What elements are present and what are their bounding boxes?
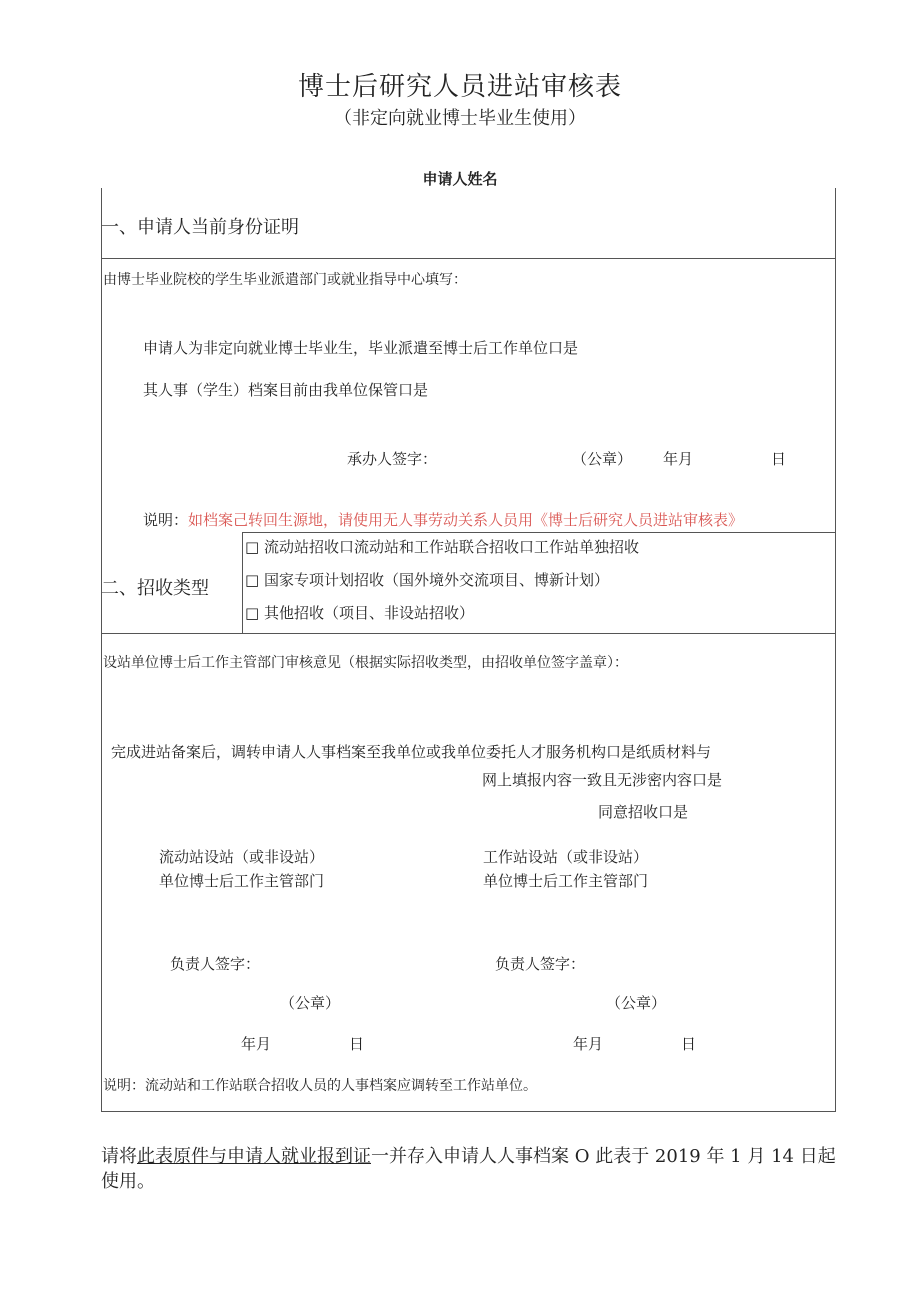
right-signer-label: 负责人签字：: [495, 955, 586, 973]
footer-line1: [101, 1142, 836, 1168]
right-year-month: 年月: [573, 1035, 604, 1053]
left-day: 日: [349, 1035, 365, 1053]
section1-note: [143, 509, 743, 530]
section3-note: 说明：流动站和工作站联合招收人员的人事档案应调转至工作站单位。: [103, 1078, 537, 1094]
section3-heading: 设站单位博士后工作主管部门审核意见（根据实际招收类型，由招收单位签字盖章）：: [103, 655, 628, 671]
footer-underlined: 此表原件与申请人就业报到证: [137, 1146, 371, 1167]
section1-heading: 一、申请人当前身份证明: [101, 217, 299, 238]
divider-2: [242, 532, 836, 533]
section1-line1: 申请人为非定向就业博士毕业生，毕业派遣至博士后工作单位口是: [143, 339, 579, 357]
left-dept-line1: 流动站设站（或非设站）: [159, 848, 325, 866]
section1-day: 日: [771, 450, 787, 468]
footer-line2: 使用。: [101, 1171, 155, 1192]
section1-note-prefix: 说明：: [143, 511, 189, 529]
recruit-option-2[interactable]: □ 国家专项计划招收（国外境外交流项目、博新计划）: [245, 571, 609, 589]
divider-vertical: [242, 532, 243, 634]
section1-seal: （公章）: [572, 450, 633, 468]
divider-3: [101, 633, 836, 634]
section3-line1: 完成进站备案后，调转申请人人事档案至我单位或我单位委托人才服务机构口是纸质材料与: [111, 743, 712, 761]
section1-note-text: 如档案己转回生源地，请使用无人事劳动关系人员用《博士后研究人员进站审核表》: [188, 511, 744, 529]
page-title: 博士后研究人员进站审核表: [297, 72, 622, 102]
section3-line2: 网上填报内容一致且无涉密内容口是: [482, 771, 723, 789]
left-dept-line2: 单位博士后工作主管部门: [159, 872, 325, 890]
table-left-border: [101, 188, 102, 1112]
section1-line2: 其人事（学生）档案目前由我单位保管口是: [143, 381, 429, 399]
page-subtitle: （非定向就业博士毕业生使用）: [334, 108, 586, 129]
table-bottom-border: [101, 1111, 836, 1112]
footer-suffix: 一并存入申请人人事档案 O 此表于 2019 年 1 月 14 日起: [371, 1146, 836, 1167]
right-seal: （公章）: [606, 994, 667, 1012]
recruit-option-3[interactable]: □ 其他招收（项目、非设站招收）: [245, 604, 474, 622]
section1-year-month: 年月: [663, 450, 694, 468]
left-seal: （公章）: [280, 994, 341, 1012]
table-right-border: [835, 188, 836, 1112]
left-year-month: 年月: [241, 1035, 272, 1053]
right-day: 日: [681, 1035, 697, 1053]
section1-signer-label: 承办人签字：: [347, 450, 438, 468]
section3-line3: 同意招收口是: [598, 803, 689, 821]
left-signer-label: 负责人签字：: [170, 955, 261, 973]
section2-heading: 二、招收类型: [101, 578, 209, 599]
right-dept-line1: 工作站设站（或非设站）: [483, 848, 649, 866]
right-dept-line2: 单位博士后工作主管部门: [483, 872, 649, 890]
applicant-name-label: 申请人姓名: [422, 170, 498, 188]
recruit-option-1[interactable]: □ 流动站招收口流动站和工作站联合招收口工作站单独招收: [245, 538, 639, 556]
footer-prefix: 请将: [101, 1146, 137, 1167]
section1-fill-by: 由博士毕业院校的学生毕业派遣部门或就业指导中心填写：: [103, 272, 467, 288]
divider-1: [101, 258, 836, 259]
